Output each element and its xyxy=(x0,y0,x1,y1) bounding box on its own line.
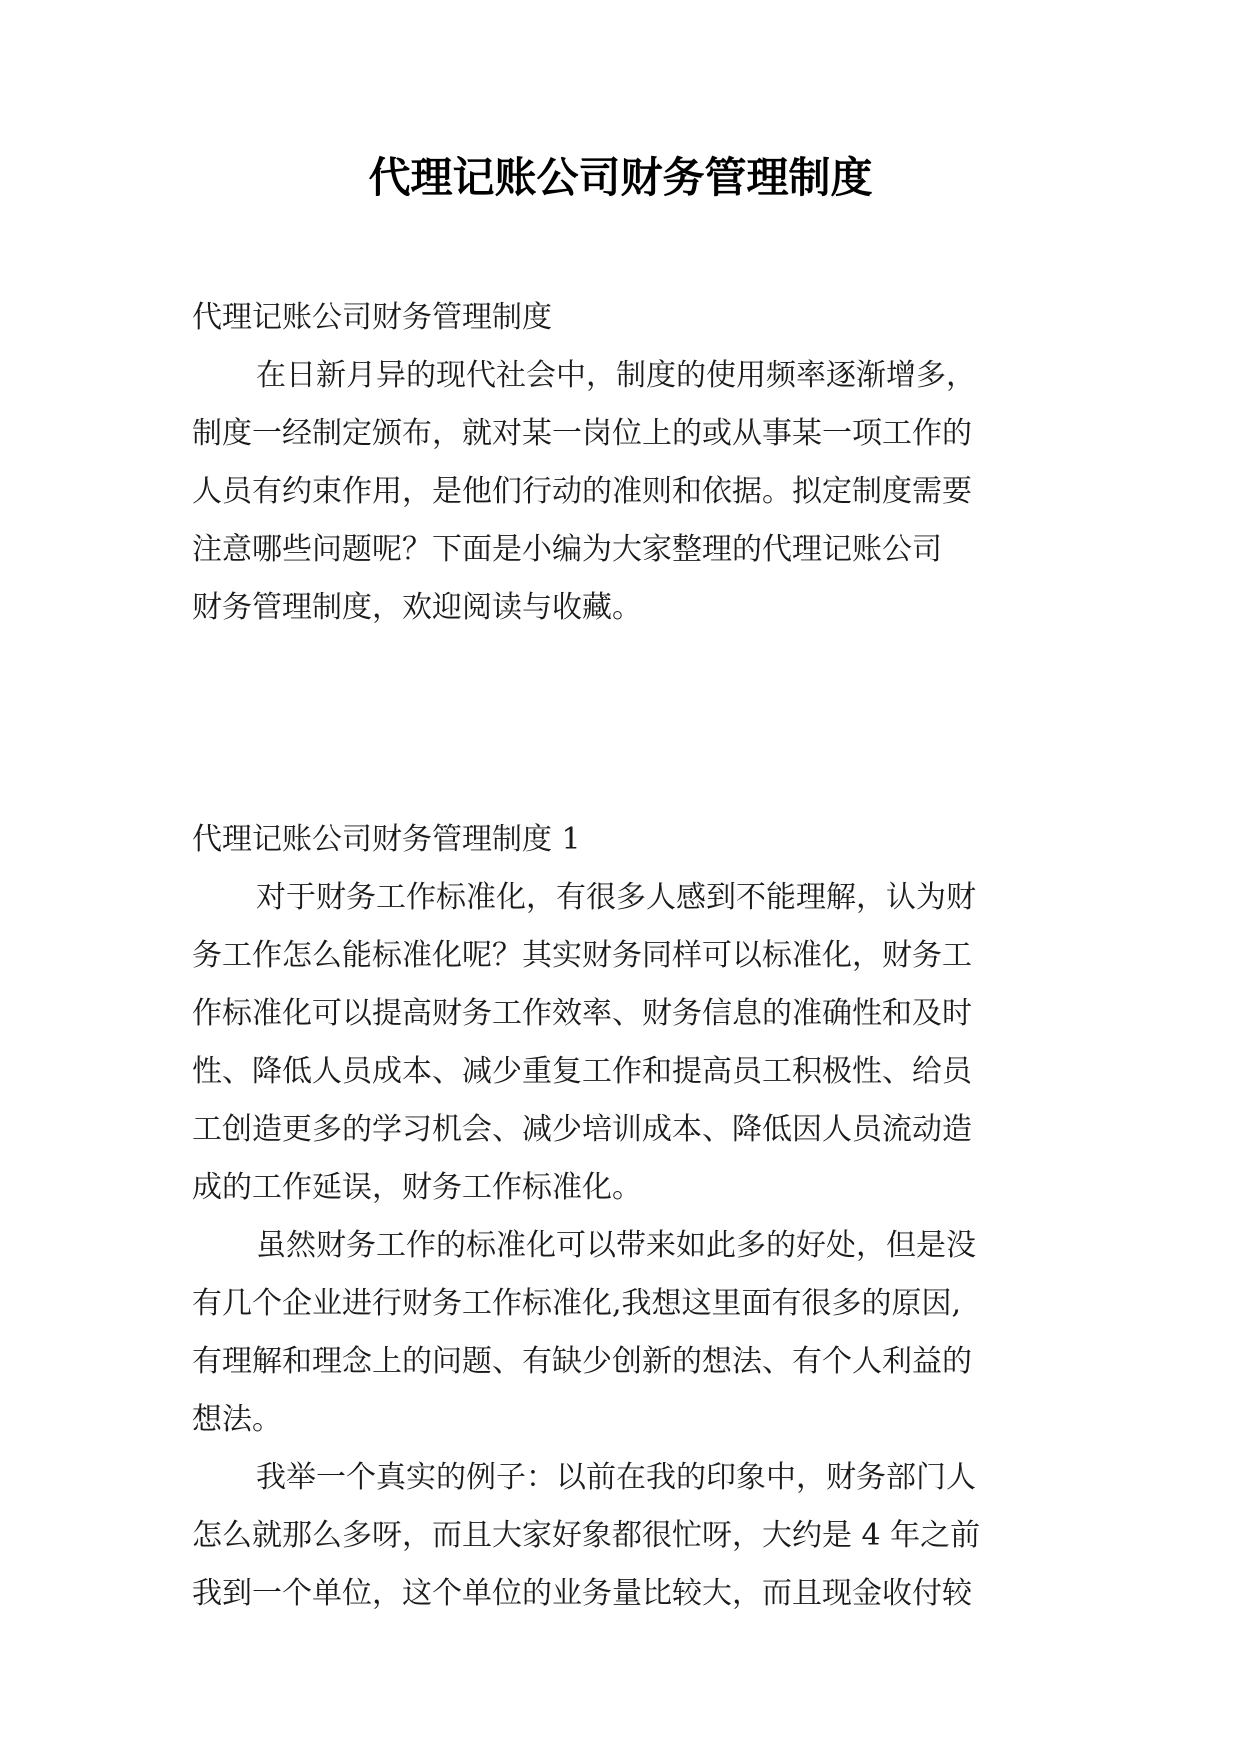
section-heading: 代理记账公司财务管理制度 1 xyxy=(192,822,581,857)
intro-line: 在日新月异的现代社会中，制度的使用频率逐渐增多， xyxy=(256,358,976,393)
paragraph-line: 虽然财务工作的标准化可以带来如此多的好处，但是没 xyxy=(256,1228,976,1263)
paragraph-line: 性、降低人员成本、减少重复工作和提高员工积极性、给员 xyxy=(192,1054,972,1089)
paragraph-line: 务工作怎么能标准化呢？其实财务同样可以标准化，财务工 xyxy=(192,938,972,973)
document-body xyxy=(192,289,1052,1623)
paragraph-line: 对于财务工作标准化，有很多人感到不能理解，认为财 xyxy=(256,880,976,915)
paragraph-line: 成的工作延误，财务工作标准化。 xyxy=(192,1170,642,1205)
paragraph-1 xyxy=(192,869,1052,1217)
intro-heading: 代理记账公司财务管理制度 xyxy=(192,300,552,335)
intro-line: 人员有约束作用，是他们行动的准则和依据。拟定制度需要 xyxy=(192,474,972,509)
paragraph-line: 想法。 xyxy=(192,1402,282,1437)
paragraph-line: 作标准化可以提高财务工作效率、财务信息的准确性和及时 xyxy=(192,996,972,1031)
paragraph-line: 我到一个单位，这个单位的业务量比较大，而且现金收付较 xyxy=(192,1576,972,1611)
paragraph-2 xyxy=(192,1217,1052,1449)
intro-line: 注意哪些问题呢？下面是小编为大家整理的代理记账公司 xyxy=(192,532,942,567)
paragraph-3 xyxy=(192,1449,1052,1623)
intro-paragraph xyxy=(192,347,1052,637)
section-spacer xyxy=(192,637,1052,811)
paragraph-line: 工创造更多的学习机会、减少培训成本、降低因人员流动造 xyxy=(192,1112,972,1147)
intro-line: 财务管理制度，欢迎阅读与收藏。 xyxy=(192,590,642,625)
document-title: 代理记账公司财务管理制度 xyxy=(368,153,873,202)
paragraph-line: 有理解和理念上的问题、有缺少创新的想法、有个人利益的 xyxy=(192,1344,972,1379)
intro-line: 制度一经制定颁布，就对某一岗位上的或从事某一项工作的 xyxy=(192,416,972,451)
paragraph-line: 我举一个真实的例子：以前在我的印象中，财务部门人 xyxy=(256,1460,976,1495)
paragraph-line: 怎么就那么多呀，而且大家好象都很忙呀，大约是 4 年之前 xyxy=(192,1518,981,1553)
paragraph-line: 有几个企业进行财务工作标准化,我想这里面有很多的原因, xyxy=(192,1286,962,1321)
